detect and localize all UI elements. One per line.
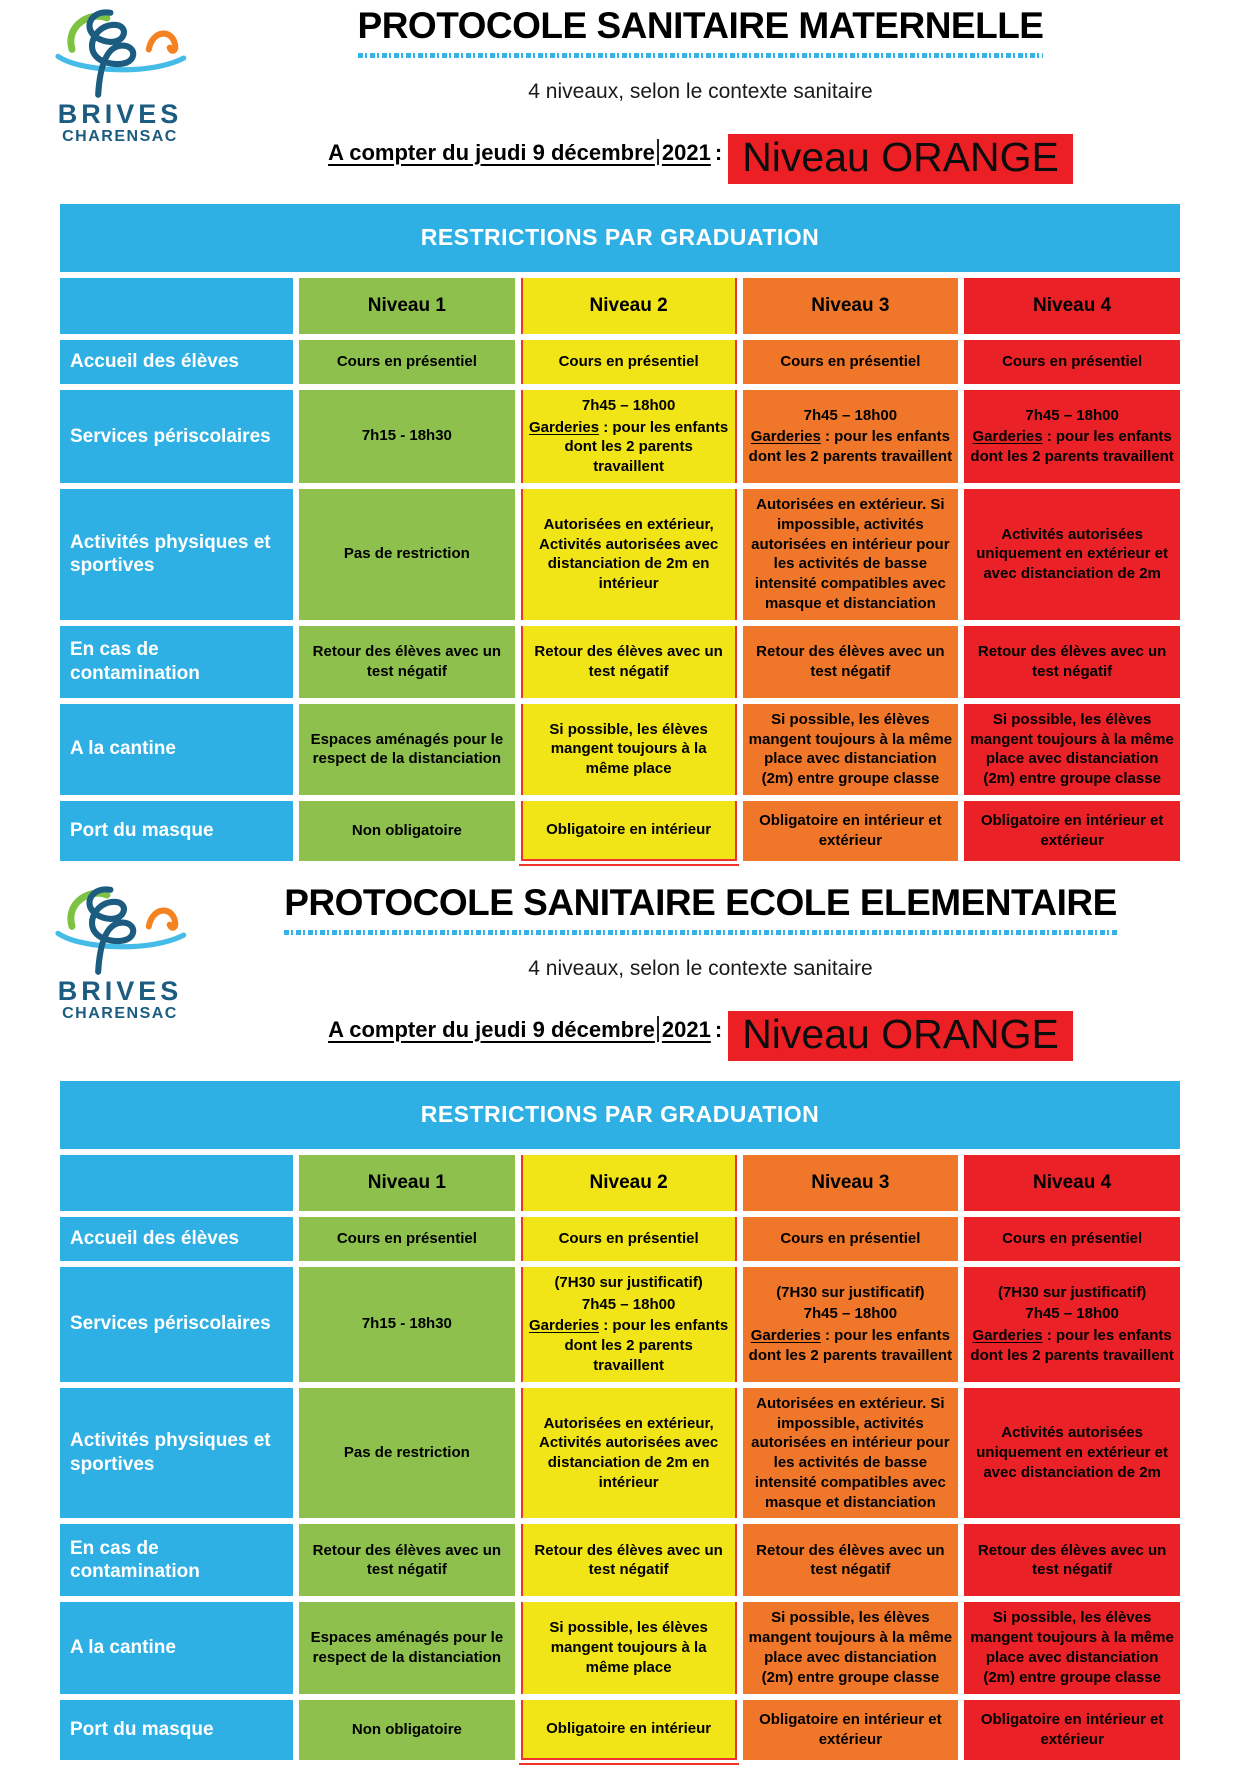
col-header-niveau4: Niveau 4 [964,1155,1180,1211]
table-cell-niveau1: Non obligatoire [299,801,515,861]
table-row [60,801,1180,861]
col-header-niveau1: Niveau 1 [299,278,515,334]
row-label: Services périscolaires [60,390,293,483]
effective-date-line: A compter du jeudi 9 décembre 2021 : Niveau ORANGE [190,134,1211,184]
table-cell-niveau1: 7h15 - 18h30 [299,1267,515,1382]
table-cell-niveau1: Retour des élèves avec un test négatif [299,1524,515,1596]
row-label: En cas de contamination [60,1524,293,1596]
col-header-niveau2: Niveau 2 [521,278,737,334]
corner-cell [60,1155,293,1211]
col-header-niveau1: Niveau 1 [299,1155,515,1211]
table-row [60,340,1180,384]
table-cell-niveau3: Obligatoire en intérieur et extérieur [743,801,959,861]
level-orange-badge: Niveau ORANGE [728,1011,1073,1061]
page-subtitle: 4 niveaux, selon le contexte sanitaire [528,956,873,980]
table-title-bar: RESTRICTIONS PAR GRADUATION [60,1081,1180,1149]
corner-cell [60,278,293,334]
table-cell-niveau2: Obligatoire en intérieur [521,1700,737,1760]
table-row [60,1700,1180,1760]
table-cell-niveau2: Autorisées en extérieur, Activités autorisées avec distanciation de 2m en intérieur [521,489,737,620]
title-underline-decoration [284,930,1117,935]
table-cell-niveau3: 7h45 – 18h00 Garderies : pour les enfants dont les 2 parents travaillent [743,390,959,483]
logo-mark-icon [45,4,195,100]
table-cell-niveau4: Obligatoire en intérieur et extérieur [964,1700,1180,1760]
table-row [60,1217,1180,1261]
page-title: PROTOCOLE SANITAIRE MATERNELLE [357,5,1044,46]
table-row [60,1602,1180,1693]
row-label: Activités physiques et sportives [60,1388,293,1519]
table-cell-niveau2: Retour des élèves avec un test négatif [521,626,737,698]
table-cell-niveau4: Cours en présentiel [964,1217,1180,1261]
table-cell-niveau4: (7H30 sur justificatif) 7h45 – 18h00 Garderies : pour les enfants dont les 2 parents travaillent [964,1267,1180,1382]
table-cell-niveau2: Retour des élèves avec un test négatif [521,1524,737,1596]
table-cell-niveau2: 7h45 – 18h00 Garderies : pour les enfants dont les 2 parents travaillent [521,390,737,483]
table-cell-niveau4: Activités autorisées uniquement en extérieur et avec distanciation de 2m [964,489,1180,620]
row-label: Services périscolaires [60,1267,293,1382]
row-label: Activités physiques et sportives [60,489,293,620]
section-header [0,877,1241,1061]
table-cell-niveau3: Cours en présentiel [743,1217,959,1261]
table-cell-niveau2: Cours en présentiel [521,340,737,384]
row-label: Port du masque [60,1700,293,1760]
table-cell-niveau3: Si possible, les élèves mangent toujours à la même place avec distanciation (2m) entre groupe classe [743,1602,959,1693]
table-body [60,1217,1180,1760]
table-cell-niveau1: Espaces aménagés pour le respect de la distanciation [299,704,515,795]
table-cell-niveau4: Retour des élèves avec un test négatif [964,626,1180,698]
table-cell-niveau4: Activités autorisées uniquement en extérieur et avec distanciation de 2m [964,1388,1180,1519]
table-cell-niveau3: Retour des élèves avec un test négatif [743,626,959,698]
table-cell-niveau3: Cours en présentiel [743,340,959,384]
table-row [60,626,1180,698]
page-subtitle: 4 niveaux, selon le contexte sanitaire [528,79,873,103]
text-cursor-caret [657,139,659,165]
level-orange-badge: Niveau ORANGE [728,134,1073,184]
table-cell-niveau3: Autorisées en extérieur. Si impossible, activités autorisées en intérieur pour les activités de basse intensité compatibles avec masque et distanciation [743,489,959,620]
logo-mark-icon [45,881,195,977]
brives-charensac-logo [35,881,205,1023]
col-header-niveau3: Niveau 3 [743,1155,959,1211]
table-header-row [60,1155,1180,1211]
col-header-niveau4: Niveau 4 [964,278,1180,334]
row-label: Port du masque [60,801,293,861]
table-cell-niveau1: Espaces aménagés pour le respect de la distanciation [299,1602,515,1693]
title-underline-decoration [358,53,1044,58]
table-row [60,704,1180,795]
effective-date-text: A compter du jeudi 9 décembre 2021 [328,1016,711,1042]
table-cell-niveau1: Pas de restriction [299,1388,515,1519]
table-cell-niveau3: Si possible, les élèves mangent toujours à la même place avec distanciation (2m) entre groupe classe [743,704,959,795]
table-cell-niveau3: Obligatoire en intérieur et extérieur [743,1700,959,1760]
table-cell-niveau4: Cours en présentiel [964,340,1180,384]
logo-text-line1: BRIVES [57,975,183,1006]
table-cell-niveau4: Si possible, les élèves mangent toujours à la même place avec distanciation (2m) entre groupe classe [964,704,1180,795]
col-header-niveau3: Niveau 3 [743,278,959,334]
table-cell-niveau1: Retour des élèves avec un test négatif [299,626,515,698]
table-row [60,1388,1180,1519]
table-cell-niveau2: Autorisées en extérieur, Activités autorisées avec distanciation de 2m en intérieur [521,1388,737,1519]
effective-date-text: A compter du jeudi 9 décembre 2021 [328,139,711,165]
table-cell-niveau4: Si possible, les élèves mangent toujours à la même place avec distanciation (2m) entre groupe classe [964,1602,1180,1693]
row-label: Accueil des élèves [60,1217,293,1261]
logo-text-line2: CHARENSAC [62,1005,178,1023]
restrictions-table [60,204,1180,861]
table-row [60,1267,1180,1382]
table-cell-niveau1: Non obligatoire [299,1700,515,1760]
effective-date-line: A compter du jeudi 9 décembre 2021 : Niveau ORANGE [190,1011,1211,1061]
text-cursor-caret [657,1016,659,1042]
table-cell-niveau2: Si possible, les élèves mangent toujours à la même place [521,704,737,795]
table-cell-niveau2: (7H30 sur justificatif) 7h45 – 18h00 Garderies : pour les enfants dont les 2 parents travaillent [521,1267,737,1382]
table-cell-niveau2: Cours en présentiel [521,1217,737,1261]
table-row [60,1524,1180,1596]
table-cell-niveau2: Obligatoire en intérieur [521,801,737,861]
row-label: A la cantine [60,1602,293,1693]
section-maternelle [0,0,1241,861]
table-cell-niveau4: Retour des élèves avec un test négatif [964,1524,1180,1596]
section-header [0,0,1241,184]
table-body [60,340,1180,861]
table-row [60,390,1180,483]
restrictions-table [60,1081,1180,1760]
table-cell-niveau4: Obligatoire en intérieur et extérieur [964,801,1180,861]
table-cell-niveau1: Cours en présentiel [299,1217,515,1261]
page-title: PROTOCOLE SANITAIRE ECOLE ELEMENTAIRE [284,881,1117,923]
brives-charensac-logo [35,4,205,146]
row-label: A la cantine [60,704,293,795]
table-cell-niveau2: Si possible, les élèves mangent toujours à la même place [521,1602,737,1693]
col-header-niveau2: Niveau 2 [521,1155,737,1211]
table-title-bar: RESTRICTIONS PAR GRADUATION [60,204,1180,272]
table-cell-niveau1: Cours en présentiel [299,340,515,384]
logo-text-line1: BRIVES [57,99,183,129]
table-header-row [60,278,1180,334]
table-cell-niveau1: Pas de restriction [299,489,515,620]
section-elementaire [0,877,1241,1760]
row-label: Accueil des élèves [60,340,293,384]
table-cell-niveau1: 7h15 - 18h30 [299,390,515,483]
table-cell-niveau4: 7h45 – 18h00 Garderies : pour les enfants dont les 2 parents travaillent [964,390,1180,483]
row-label: En cas de contamination [60,626,293,698]
table-cell-niveau3: Retour des élèves avec un test négatif [743,1524,959,1596]
logo-text-line2: CHARENSAC [62,128,178,146]
table-row [60,489,1180,620]
table-cell-niveau3: Autorisées en extérieur. Si impossible, activités autorisées en intérieur pour les activités de basse intensité compatibles avec masque et distanciation [743,1388,959,1519]
table-cell-niveau3: (7H30 sur justificatif) 7h45 – 18h00 Garderies : pour les enfants dont les 2 parents travaillent [743,1267,959,1382]
